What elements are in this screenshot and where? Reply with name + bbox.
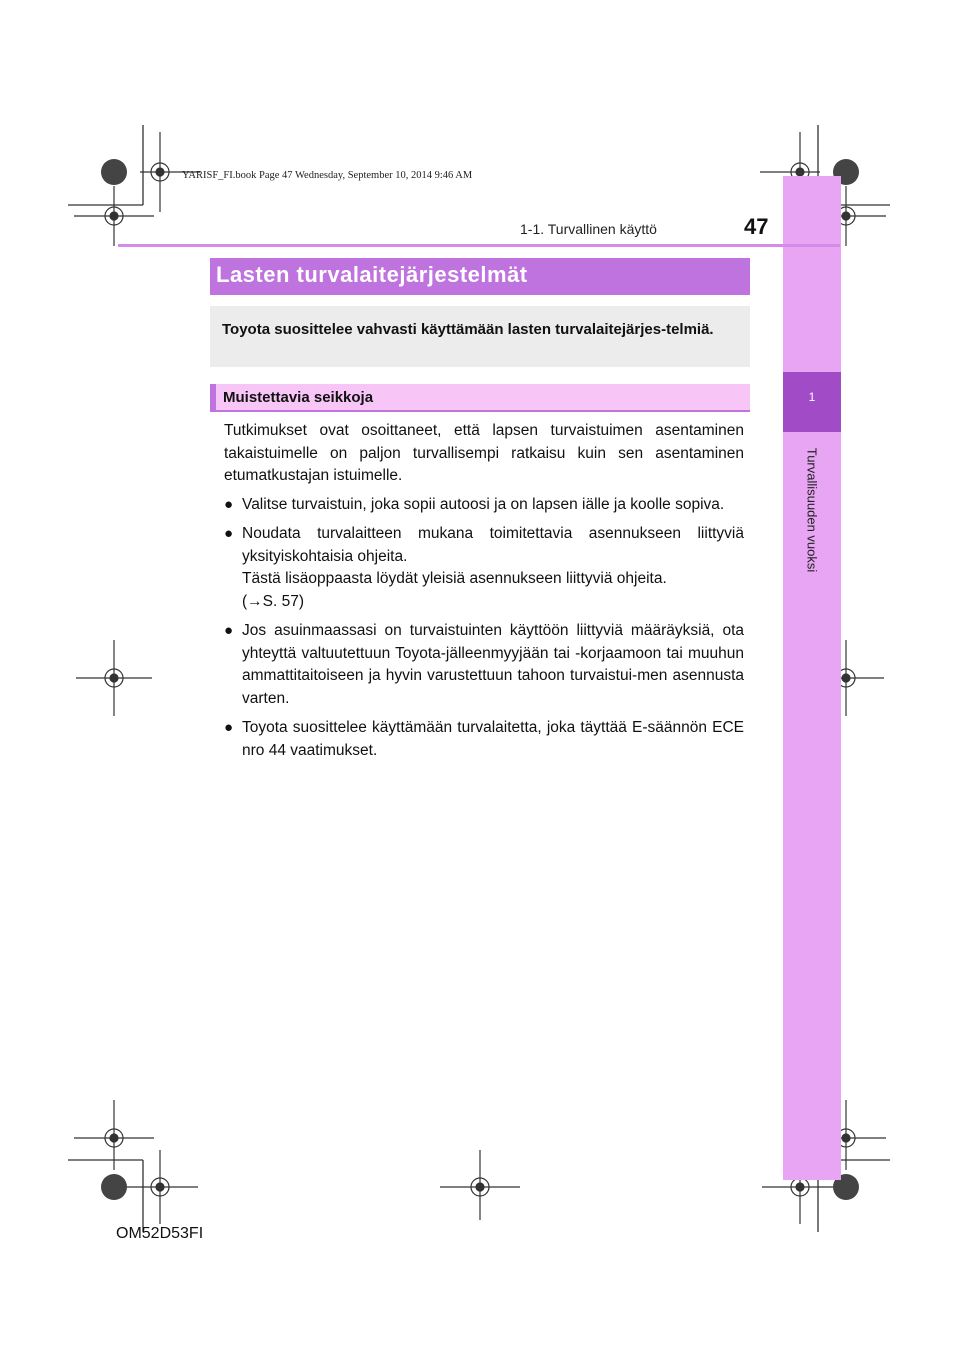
subheading-underline — [210, 410, 750, 412]
registration-disc — [101, 159, 127, 185]
header-rule — [118, 244, 840, 247]
chapter-number: 1 — [808, 390, 816, 404]
crosshair-mark — [76, 640, 152, 716]
footer-code: OM52D53FI — [116, 1225, 204, 1242]
bullet-icon: ● — [224, 525, 234, 542]
body-text — [224, 420, 744, 769]
list-item — [224, 494, 744, 517]
page-number: 47 — [744, 214, 769, 239]
list-item — [224, 620, 744, 710]
bullet-icon: ● — [224, 622, 234, 639]
registration-disc — [101, 1174, 127, 1200]
intro-paragraph: Tutkimukset ovat osoittaneet, että lapsen turvaistuimen asentaminen takaistuimelle on paljon turvallisempi ratkaisu kuin sen asentaminen etumatkustajan istuimelle. — [224, 422, 744, 484]
list-item — [224, 717, 744, 762]
bullet-icon: ● — [224, 719, 234, 736]
page-reference: (→S. 57) — [242, 592, 305, 610]
crosshair-mark — [440, 1150, 520, 1220]
subheading: Muistettavia seikkoja — [223, 389, 374, 406]
chapter-title: Turvallisuuden vuoksi — [804, 447, 820, 573]
header-section-title: 1-1. Turvallinen käyttö — [520, 221, 657, 237]
side-tab-strip — [783, 176, 841, 1180]
intro-text: Toyota suosittelee vahvasti käyttämään lasten turvalaitejärjes-telmiä. — [222, 321, 714, 338]
list-item-text: Valitse turvaistuin, joka sopii autoosi ja on lapsen iälle ja koolle sopiva. — [242, 495, 725, 513]
list-item-note: Tästä lisäoppaasta löydät yleisiä asennukseen liittyviä ohjeita. — [242, 570, 667, 587]
list-item-text: Toyota suosittelee käyttämään turvalaitetta, joka täyttää E-säännön ECE nro 44 vaatimukset. — [242, 719, 744, 759]
crosshair-mark — [122, 1150, 198, 1224]
page-title: Lasten turvalaitejärjestelmät — [216, 262, 528, 287]
bullet-icon: ● — [224, 495, 234, 513]
list-item-text: Jos asuinmaassasi on turvaistuinten käyttöön liittyviä määräyksiä, ota yhteyttä valtuutettuun Toyota-jälleenmyyjään tai -korjaamoon tai muuhun ammattitaitoiseen ja hyvin varustettuun tahoon turvaistui-men asennusta varten. — [242, 622, 744, 707]
list-item — [224, 523, 744, 613]
book-info-line: YARISF_FI.book Page 47 Wednesday, September 10, 2014 9:46 AM — [182, 170, 473, 181]
crosshair-mark — [74, 186, 154, 246]
subheading-accent — [210, 384, 216, 411]
list-item-text: Noudata turvalaitteen mukana toimitettavia asennukseen liittyviä yksityiskohtaisia ohjeita. — [242, 525, 744, 565]
